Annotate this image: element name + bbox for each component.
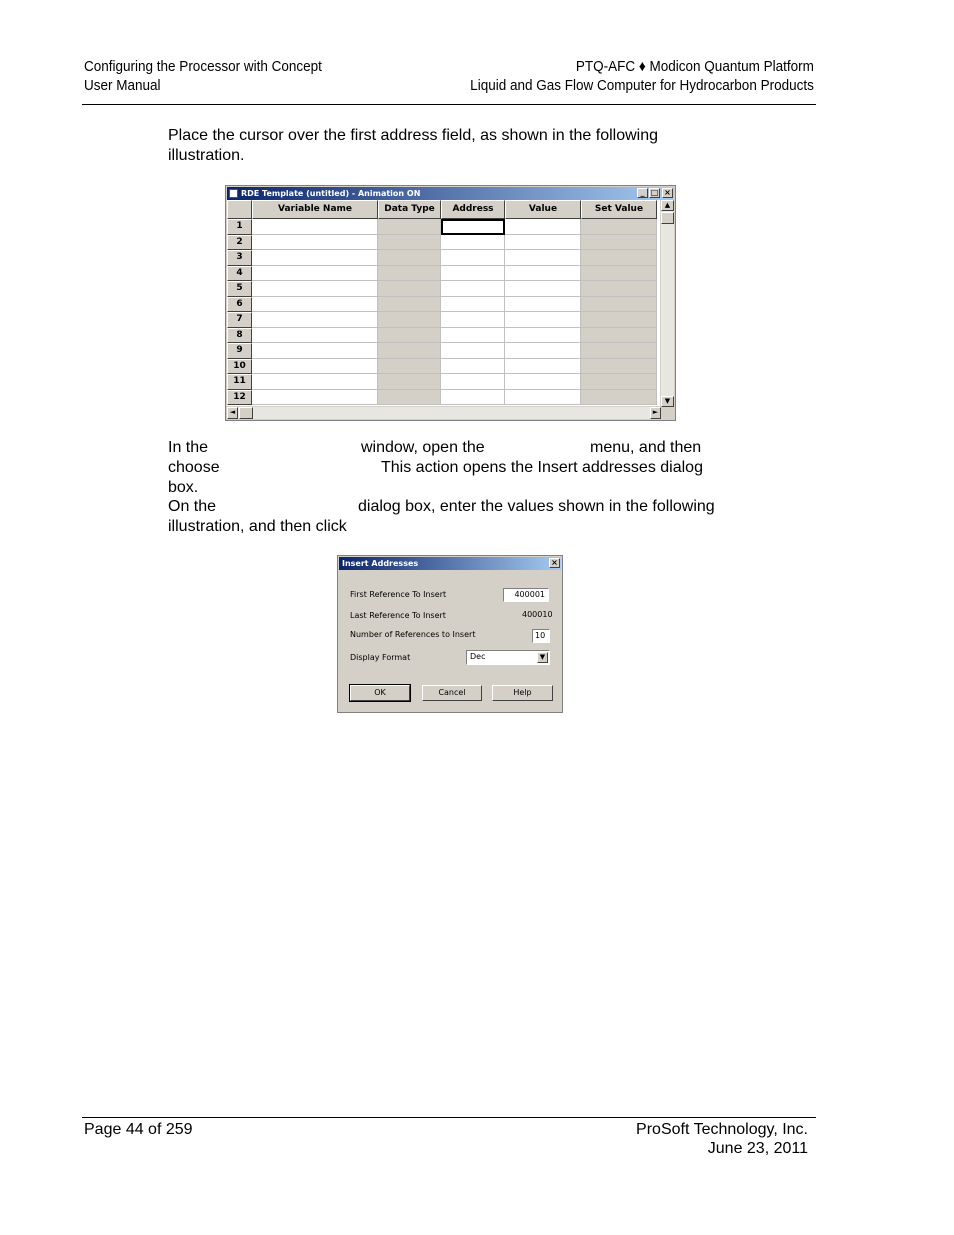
grid-cell[interactable] (505, 312, 581, 328)
cancel-button[interactable]: Cancel (422, 685, 482, 701)
grid-cell[interactable] (252, 235, 378, 251)
intro-line-1: Place the cursor over the first address field, as shown in the following (168, 127, 659, 144)
horizontal-scrollbar[interactable] (227, 407, 661, 419)
grid-cell[interactable] (441, 343, 505, 359)
grid-cell[interactable] (441, 281, 505, 297)
grid-cell[interactable] (581, 312, 657, 328)
grid-cell[interactable] (581, 297, 657, 313)
close-icon[interactable]: × (662, 188, 673, 198)
grid-cell[interactable] (505, 374, 581, 390)
grid-cell[interactable] (252, 297, 378, 313)
instr-then-click: illustration, and then click (168, 518, 347, 535)
row-header[interactable]: 12 (227, 390, 252, 406)
grid-cell[interactable] (252, 250, 378, 266)
row-header[interactable]: 9 (227, 343, 252, 359)
instr-in-the: In the (168, 439, 209, 456)
chevron-down-icon[interactable]: ▼ (537, 652, 548, 663)
row-header[interactable]: 1 (227, 219, 252, 235)
grid-cell[interactable] (378, 297, 441, 313)
grid-cell[interactable] (441, 374, 505, 390)
instr-box: box. (168, 479, 199, 496)
grid-cell[interactable] (252, 281, 378, 297)
grid-cell[interactable] (581, 343, 657, 359)
grid-cell[interactable] (378, 281, 441, 297)
company-name: ProSoft Technology, Inc. (636, 1121, 808, 1138)
grid-cell[interactable] (581, 281, 657, 297)
close-icon[interactable]: × (549, 558, 560, 568)
grid-cell[interactable] (581, 359, 657, 375)
grid-cell[interactable] (505, 297, 581, 313)
grid-cell[interactable] (441, 297, 505, 313)
grid-cell[interactable] (441, 235, 505, 251)
grid-cell[interactable] (505, 266, 581, 282)
grid-cell[interactable] (441, 390, 505, 406)
column-header[interactable]: Value (505, 200, 581, 219)
grid-cell[interactable] (378, 359, 441, 375)
doc-section-title: Configuring the Processor with Concept (84, 58, 322, 75)
rde-grid (227, 200, 660, 406)
vertical-scrollbar[interactable] (661, 200, 674, 407)
grid-cell[interactable] (581, 266, 657, 282)
grid-cell[interactable] (252, 312, 378, 328)
grid-corner (227, 200, 252, 219)
grid-cell[interactable] (252, 328, 378, 344)
grid-cell[interactable] (505, 390, 581, 406)
grid-cell[interactable] (441, 312, 505, 328)
grid-cell[interactable] (252, 390, 378, 406)
grid-cell[interactable] (441, 359, 505, 375)
display-format-select[interactable] (466, 650, 550, 665)
header-right (470, 57, 814, 95)
row-header[interactable]: 2 (227, 235, 252, 251)
grid-cell[interactable] (581, 390, 657, 406)
last-ref-value: 400010 (522, 610, 553, 619)
row-header[interactable]: 8 (227, 328, 252, 344)
column-header[interactable]: Data Type (378, 200, 441, 219)
minimize-icon[interactable]: _ (637, 188, 648, 198)
grid-cell[interactable] (378, 374, 441, 390)
instr-menu-then: menu, and then (590, 439, 702, 456)
grid-cell[interactable] (252, 266, 378, 282)
intro-line-2: illustration. (168, 147, 245, 164)
scroll-right-icon[interactable]: ► (650, 407, 661, 419)
intro-paragraph (168, 126, 658, 166)
instr-choose: choose (168, 459, 220, 476)
instr-dialog-enter: dialog box, enter the values shown in the following (358, 498, 715, 515)
row-header[interactable]: 3 (227, 250, 252, 266)
grid-cell[interactable] (252, 343, 378, 359)
grid-cell[interactable] (378, 312, 441, 328)
product-description: Liquid and Gas Flow Computer for Hydrocarbon Products (470, 77, 814, 94)
scroll-down-icon[interactable]: ▼ (661, 396, 674, 407)
dialog-title-bar[interactable] (339, 557, 561, 570)
help-button[interactable]: Help (492, 685, 553, 701)
rde-title-bar[interactable] (227, 187, 674, 200)
window-system-icon[interactable] (229, 189, 238, 198)
last-ref-label: Last Reference To Insert (350, 611, 446, 620)
rde-window-title: RDE Template (untitled) - Animation ON (241, 189, 421, 198)
instr-window-open: window, open the (361, 439, 485, 456)
instr-on-the: On the (168, 498, 217, 515)
row-header[interactable]: 11 (227, 374, 252, 390)
grid-cell[interactable] (441, 266, 505, 282)
num-refs-input[interactable]: 10 (532, 629, 550, 643)
row-header[interactable]: 7 (227, 312, 252, 328)
column-header[interactable]: Variable Name (252, 200, 378, 219)
doc-type: User Manual (84, 77, 161, 94)
grid-cell[interactable] (441, 328, 505, 344)
footer-rule (82, 1117, 816, 1118)
header-left (84, 57, 322, 95)
dialog-title: Insert Addresses (342, 559, 419, 568)
header-rule (82, 104, 816, 105)
grid-cell[interactable] (581, 250, 657, 266)
first-ref-label: First Reference To Insert (350, 590, 447, 599)
page-number: Page 44 of 259 (84, 1121, 193, 1138)
grid-cell[interactable] (441, 250, 505, 266)
grid-cell[interactable] (378, 219, 441, 235)
grid-cell[interactable] (252, 219, 378, 235)
scroll-left-icon[interactable]: ◄ (227, 407, 238, 419)
grid-cell[interactable] (378, 235, 441, 251)
grid-cell[interactable] (581, 219, 657, 235)
selected-address-cell[interactable] (441, 219, 505, 235)
grid-cell[interactable] (378, 266, 441, 282)
row-header[interactable]: 4 (227, 266, 252, 282)
row-header[interactable]: 6 (227, 297, 252, 313)
grid-cell[interactable] (378, 343, 441, 359)
num-refs-label: Number of References to Insert (350, 630, 476, 639)
maximize-icon[interactable]: □ (650, 188, 659, 197)
product-name: PTQ-AFC ♦ Modicon Quantum Platform (576, 58, 814, 75)
grid-cell[interactable] (581, 235, 657, 251)
grid-cell[interactable] (252, 359, 378, 375)
column-header[interactable]: Set Value (581, 200, 657, 219)
grid-cell[interactable] (378, 390, 441, 406)
grid-cell[interactable] (581, 374, 657, 390)
grid-cell[interactable] (505, 343, 581, 359)
ok-button[interactable]: OK (350, 685, 410, 701)
grid-cell[interactable] (378, 250, 441, 266)
display-format-value: Dec (470, 652, 486, 661)
publish-date: June 23, 2011 (707, 1140, 808, 1157)
grid-cell[interactable] (505, 235, 581, 251)
instr-action-opens: This action opens the Insert addresses dialog (381, 459, 703, 476)
first-ref-input[interactable]: 400001 (503, 588, 549, 602)
grid-cell[interactable] (505, 250, 581, 266)
grid-cell[interactable] (505, 328, 581, 344)
grid-cell[interactable] (505, 359, 581, 375)
hscroll-thumb[interactable] (239, 407, 253, 419)
scroll-thumb[interactable] (661, 212, 674, 224)
column-header[interactable]: Address (441, 200, 505, 219)
grid-cell[interactable] (252, 374, 378, 390)
scroll-up-icon[interactable]: ▲ (661, 200, 674, 211)
insert-addresses-dialog (337, 555, 563, 713)
grid-cell[interactable] (505, 281, 581, 297)
grid-cell[interactable] (581, 328, 657, 344)
row-header[interactable]: 5 (227, 281, 252, 297)
grid-cell[interactable] (505, 219, 581, 235)
row-header[interactable]: 10 (227, 359, 252, 375)
grid-cell[interactable] (378, 328, 441, 344)
display-format-label: Display Format (350, 653, 411, 662)
